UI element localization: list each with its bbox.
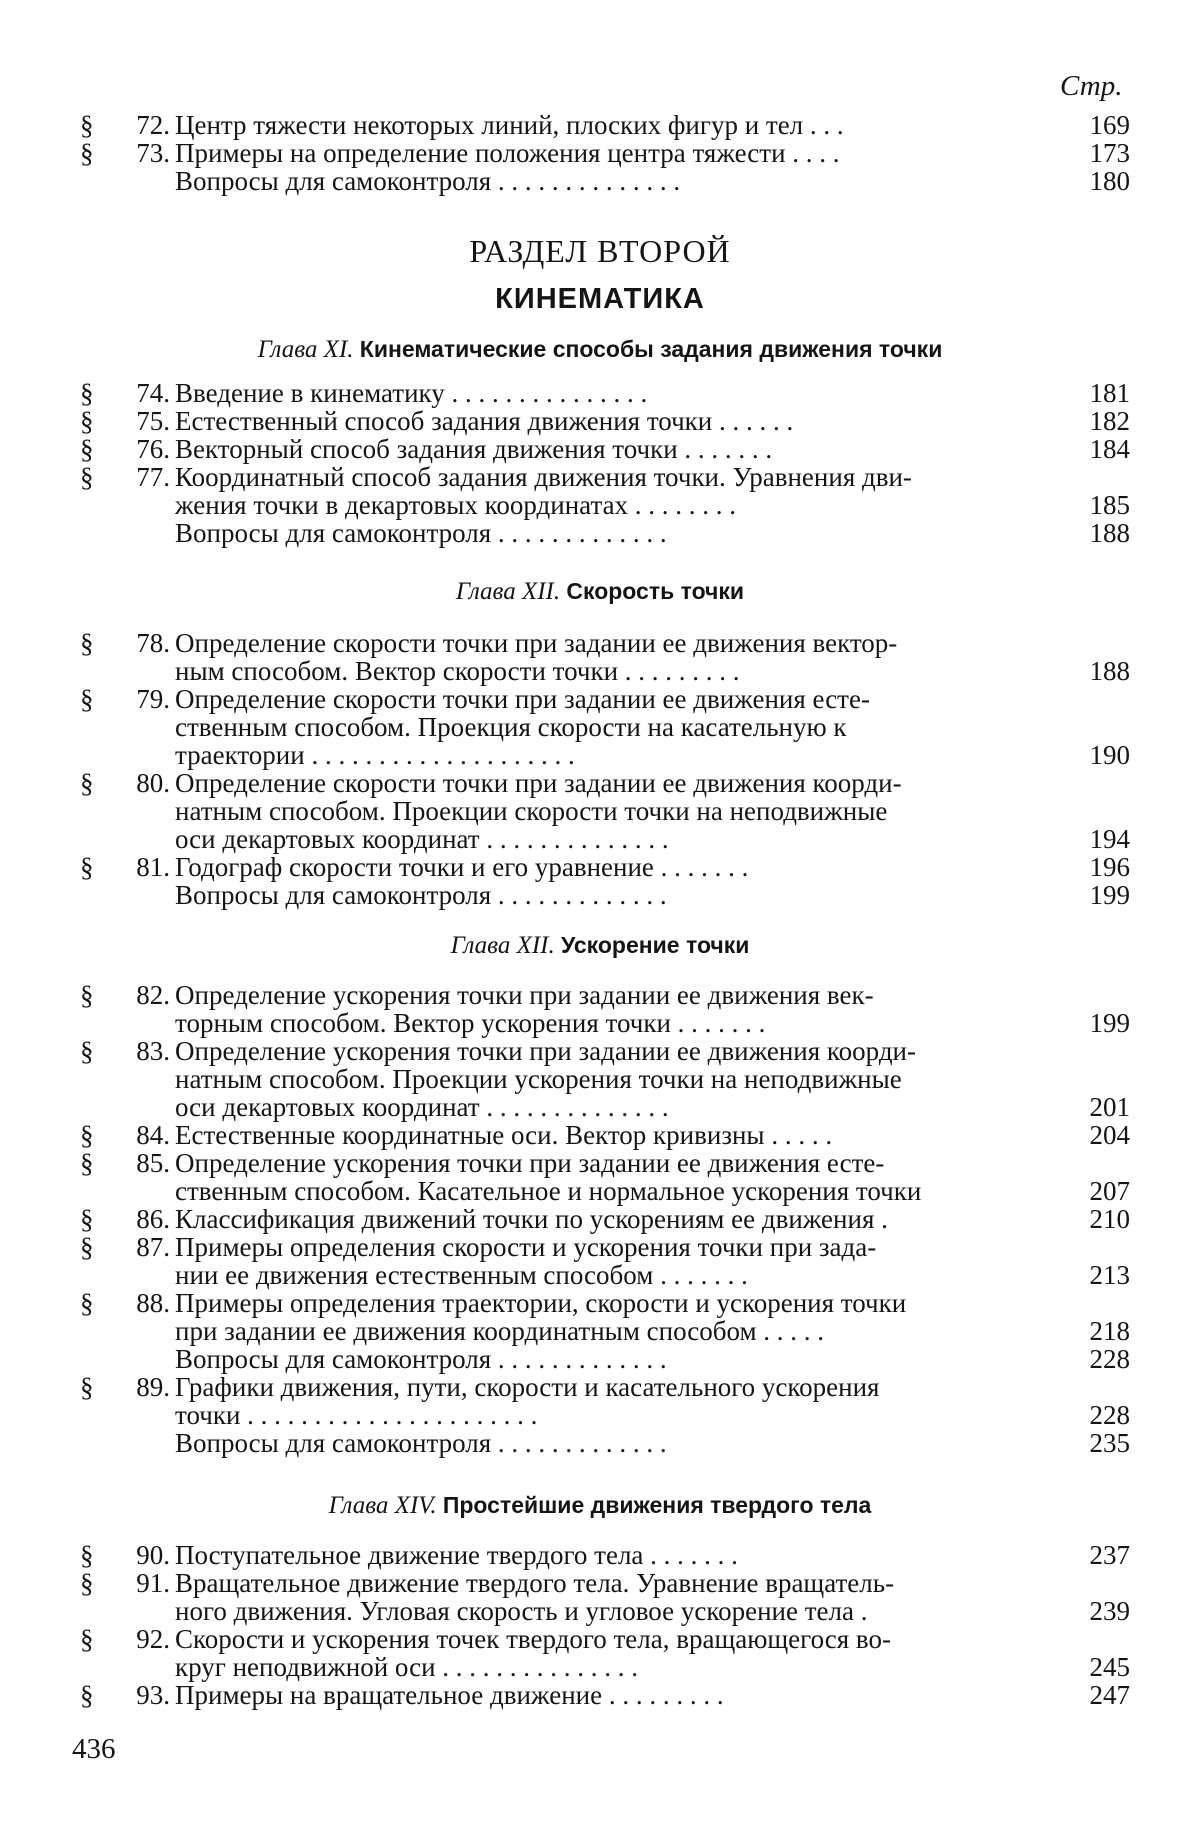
part-title: РАЗДЕЛ ВТОРОЙ [469,233,731,269]
section-number: 75. [136,406,170,436]
section-mark: § [80,628,94,658]
entry-title-line: Примеры на вращательное движение . . . . . . . . . [175,1680,724,1710]
entry-title-line: Графики движения, пути, скорости и касательного ускорения [175,1372,880,1402]
entry-title-line: Вопросы для самоконтроля . . . . . . . . . . . . . [175,518,667,548]
entry-title-line: торным способом. Вектор ускорения точки . . . . . . . [175,1008,766,1038]
entry-page-number: 188 [1089,656,1130,686]
toc-entry [0,462,1200,520]
entry-page-number: 247 [1089,1680,1130,1710]
entry-title-line: при задании ее движения координатным способом . . . . . [175,1316,825,1346]
entry-title-line: Классификация движений точки по ускорениям ее движения . [175,1204,888,1234]
section-mark: § [80,768,94,798]
toc-entry [0,166,1200,196]
entry-page-number: 207 [1089,1176,1130,1206]
toc-entry [0,628,1200,686]
section-number: 73. [136,138,170,168]
section-mark: § [80,684,94,714]
section-number: 80. [136,768,170,798]
entry-page-number: 181 [1089,378,1130,408]
entry-title-line: ным способом. Вектор скорости точки . . . . . . . . . [175,656,740,686]
section-mark: § [80,1232,94,1262]
section-number: 72. [136,110,170,140]
section-mark: § [80,434,94,464]
toc-entry [0,1288,1200,1346]
toc-entry [0,378,1200,408]
page-number: 436 [72,1733,116,1765]
entry-title-line: Вопросы для самоконтроля . . . . . . . . . . . . . [175,1428,667,1458]
section-number: 84. [136,1120,170,1150]
section-mark: § [80,980,94,1010]
entry-page-number: 188 [1089,518,1130,548]
toc-entry [0,138,1200,168]
section-mark: § [80,378,94,408]
entry-title-line: Скорости и ускорения точек твердого тела, вращающегося во- [175,1624,891,1654]
toc-entry [0,852,1200,882]
toc-entry [0,1540,1200,1570]
section-mark: § [80,138,94,168]
chapter-label: Глава XIV. [328,1492,437,1519]
section-mark: § [80,1036,94,1066]
section-mark: § [80,406,94,436]
entry-title-line: оси декартовых координат . . . . . . . . . . . . . . [175,824,669,854]
entry-page-number: 201 [1089,1092,1130,1122]
entry-title-line: Определение ускорения точки при задании ее движения век- [175,980,874,1010]
entry-page-number: 194 [1089,824,1130,854]
toc-entry [0,1680,1200,1710]
entry-title-line: ного движения. Угловая скорость и угловое ускорение тела . [175,1596,868,1626]
section-number: 74. [136,378,170,408]
section-mark: § [80,852,94,882]
entry-page-number: 173 [1089,138,1130,168]
toc-entry [0,406,1200,436]
chapter-title: Скорость точки [566,578,745,604]
chapter-label: Глава XII. [450,932,555,959]
section-number: 87. [136,1232,170,1262]
entry-title-line: Примеры определения скорости и ускорения точки при зада- [175,1232,877,1262]
entry-page-number: 169 [1089,110,1130,140]
toc-entry [0,1344,1200,1374]
toc-entry [0,1036,1200,1122]
entry-title-line: Определение ускорения точки при задании ее движения коорди- [175,1036,916,1066]
entry-page-number: 199 [1089,880,1130,910]
entry-title-line: траектории . . . . . . . . . . . . . . . . . . . . [175,740,575,770]
entry-page-number: 204 [1089,1120,1130,1150]
section-mark: § [80,462,94,492]
section-number: 85. [136,1148,170,1178]
entry-title-line: Определение скорости точки при задании ее движения есте- [175,684,870,714]
chapter-heading [0,336,1200,364]
section-number: 82. [136,980,170,1010]
toc-entry [0,880,1200,910]
entry-title-line: Определение ускорения точки при задании ее движения есте- [175,1148,885,1178]
chapter-label: Глава XII. [455,578,561,605]
section-number: 90. [136,1540,170,1570]
entry-page-number: 184 [1089,434,1130,464]
entry-title-line: точки . . . . . . . . . . . . . . . . . . . . . . [175,1400,538,1430]
section-mark: § [80,1568,94,1598]
toc-entry [0,110,1200,140]
entry-title-line: Вопросы для самоконтроля . . . . . . . . . . . . . [175,1344,667,1374]
section-mark: § [80,1204,94,1234]
toc-entry [0,518,1200,548]
entry-title-line: круг неподвижной оси . . . . . . . . . . . . . . . [175,1652,639,1682]
section-mark: § [80,1624,94,1654]
entry-title-line: Координатный способ задания движения точки. Уравнения дви- [175,462,912,492]
section-number: 86. [136,1204,170,1234]
entry-title-line: Примеры на определение положения центра тяжести . . . . [175,138,840,168]
entry-title-line: Естественный способ задания движения точки . . . . . . [175,406,794,436]
entry-title-line: Определение скорости точки при задании ее движения вектор- [175,628,898,658]
section-number: 88. [136,1288,170,1318]
toc-entry [0,1428,1200,1458]
section-number: 77. [136,462,170,492]
entry-page-number: 199 [1089,1008,1130,1038]
chapter-title: Ускорение точки [561,932,750,958]
section-mark: § [80,1288,94,1318]
entry-page-number: 228 [1089,1400,1130,1430]
entry-title-line: натным способом. Проекции ускорения точки на неподвижные [175,1064,902,1094]
entry-page-number: 196 [1089,852,1130,882]
toc-entry [0,1232,1200,1290]
entry-title-line: оси декартовых координат . . . . . . . . . . . . . . [175,1092,669,1122]
entry-page-number: 218 [1089,1316,1130,1346]
section-number: 93. [136,1680,170,1710]
section-mark: § [80,1540,94,1570]
toc-entry [0,980,1200,1038]
section-mark: § [80,1372,94,1402]
entry-title-line: Годограф скорости точки и его уравнение . . . . . . . [175,852,749,882]
toc-entry [0,684,1200,770]
toc-entry [0,1568,1200,1626]
entry-page-number: 239 [1089,1596,1130,1626]
entry-title-line: Введение в кинематику . . . . . . . . . . . . . . . [175,378,648,408]
entry-page-number: 185 [1089,490,1130,520]
section-number: 78. [136,628,170,658]
entry-page-number: 237 [1089,1540,1130,1570]
entry-page-number: 245 [1089,1652,1130,1682]
entry-title-line: Центр тяжести некоторых линий, плоских фигур и тел . . . [175,110,844,140]
entry-title-line: натным способом. Проекции скорости точки на неподвижные [175,796,888,826]
chapter-heading [0,1492,1200,1520]
section-number: 79. [136,684,170,714]
section-mark: § [80,1120,94,1150]
subject-title: КИНЕМАТИКА [495,283,705,315]
entry-title-line: Естественные координатные оси. Вектор кривизны . . . . . [175,1120,833,1150]
entry-page-number: 182 [1089,406,1130,436]
entry-title-line: Примеры определения траектории, скорости и ускорения точки [175,1288,907,1318]
entry-title-line: ственным способом. Проекция скорости на касательную к [175,712,847,742]
entry-page-number: 210 [1089,1204,1130,1234]
chapter-title: Кинематические способы задания движения точки [359,336,943,362]
entry-page-number: 228 [1089,1344,1130,1374]
toc-entry [0,1372,1200,1430]
section-number: 91. [136,1568,170,1598]
entry-title-line: Векторный способ задания движения точки . . . . . . . [175,434,773,464]
section-number: 81. [136,852,170,882]
entry-title-line: Поступательное движение твердого тела . . . . . . . [175,1540,738,1570]
section-number: 76. [136,434,170,464]
entry-title-line: ственным способом. Касательное и нормальное ускорения точки [175,1176,922,1206]
section-number: 92. [136,1624,170,1654]
entry-page-number: 190 [1089,740,1130,770]
toc-entry [0,768,1200,854]
section-mark: § [80,1148,94,1178]
entry-page-number: 180 [1089,166,1130,196]
chapter-label: Глава XI. [257,336,354,363]
page-column-label: Стр. [1060,70,1123,102]
chapter-heading [0,932,1200,960]
entry-page-number: 213 [1089,1260,1130,1290]
entry-title-line: Вращательное движение твердого тела. Уравнение вращатель- [175,1568,895,1598]
entry-title-line: нии ее движения естественным способом . . . . . . . [175,1260,748,1290]
chapter-heading [0,578,1200,606]
entry-title-line: Определение скорости точки при задании ее движения коорди- [175,768,902,798]
toc-entry [0,1120,1200,1150]
entry-title-line: жения точки в декартовых координатах . . . . . . . . [175,490,737,520]
section-number: 89. [136,1372,170,1402]
section-mark: § [80,1680,94,1710]
chapter-title: Простейшие движения твердого тела [442,1492,872,1518]
toc-entry [0,434,1200,464]
section-number: 83. [136,1036,170,1066]
entry-title-line: Вопросы для самоконтроля . . . . . . . . . . . . . . [175,166,681,196]
toc-entry [0,1204,1200,1234]
toc-entry [0,1624,1200,1682]
toc-entry [0,1148,1200,1206]
section-mark: § [80,110,94,140]
entry-page-number: 235 [1089,1428,1130,1458]
entry-title-line: Вопросы для самоконтроля . . . . . . . . . . . . . [175,880,667,910]
